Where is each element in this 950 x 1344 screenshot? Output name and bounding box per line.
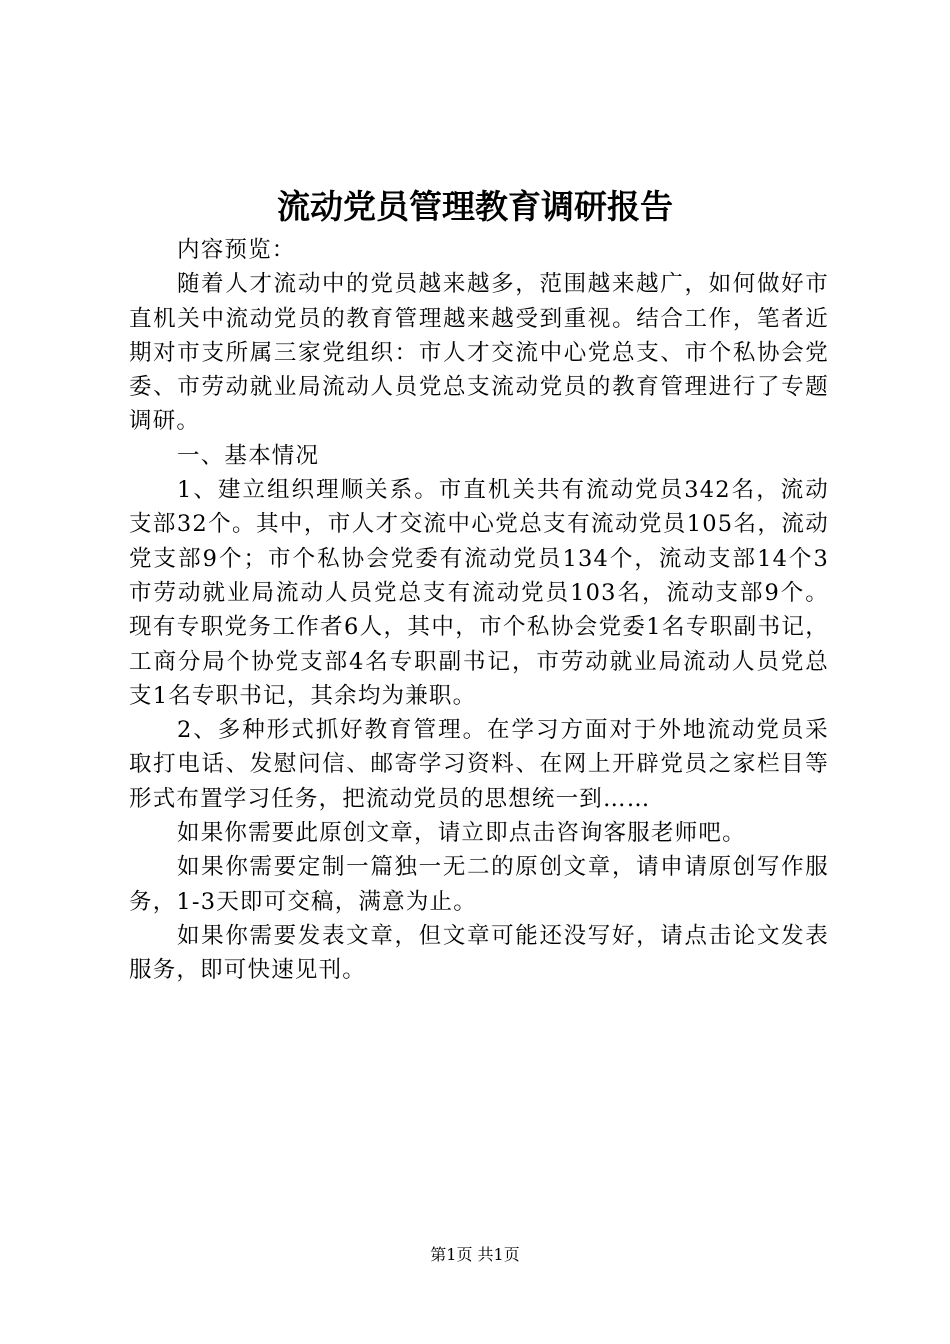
document-title: 流动党员管理教育调研报告 — [277, 187, 673, 226]
promo-paragraph-consult: 如果你需要此原创文章，请立即点击咨询客服老师吧。 — [177, 820, 746, 847]
promo-paragraph-publishing: 如果你需要发表文章，但文章可能还没写好，请点击论文发表服务，即可快速见刊。 — [129, 922, 829, 984]
paragraph-organization: 1、建立组织理顺关系。市直机关共有流动党员342名，流动支部32个。其中，市人才交流中心党总支有流动党员105名，流动党支部9个；市个私协会党委有流动党员134个，流动支部14个3市劳动就业局流动人员党总支有流动党员103名，流动支部9个。现有专职党务工作者6人，其中，市个私协会党委1名专职副书记，工商分局个协党支部4名专职副书记，市劳动就业局流动人员党总支1名专职书记，其余均为兼职。 — [129, 477, 829, 709]
document-body — [129, 233, 829, 988]
page-number-footer: 第1页 共1页 — [430, 1245, 520, 1264]
paragraph-education-management: 2、多种形式抓好教育管理。在学习方面对于外地流动党员采取打电话、发慰问信、邮寄学习资料、在网上开辟党员之家栏目等形式布置学习任务，把流动党员的思想统一到…… — [129, 717, 829, 812]
section-heading-basic-situation: 一、基本情况 — [177, 442, 320, 469]
intro-paragraph: 随着人才流动中的党员越来越多，范围越来越广，如何做好市直机关中流动党员的教育管理越来越受到重视。结合工作，笔者近期对市支所属三家党组织：市人才交流中心党总支、市个私协会党委、市劳动就业局流动人员党总支流动党员的教育管理进行了专题调研。 — [129, 271, 829, 435]
preview-label: 内容预览： — [177, 237, 296, 263]
promo-paragraph-custom-writing: 如果你需要定制一篇独一无二的原创文章，请申请原创写作服务，1-3天即可交稿，满意为止。 — [129, 854, 829, 915]
